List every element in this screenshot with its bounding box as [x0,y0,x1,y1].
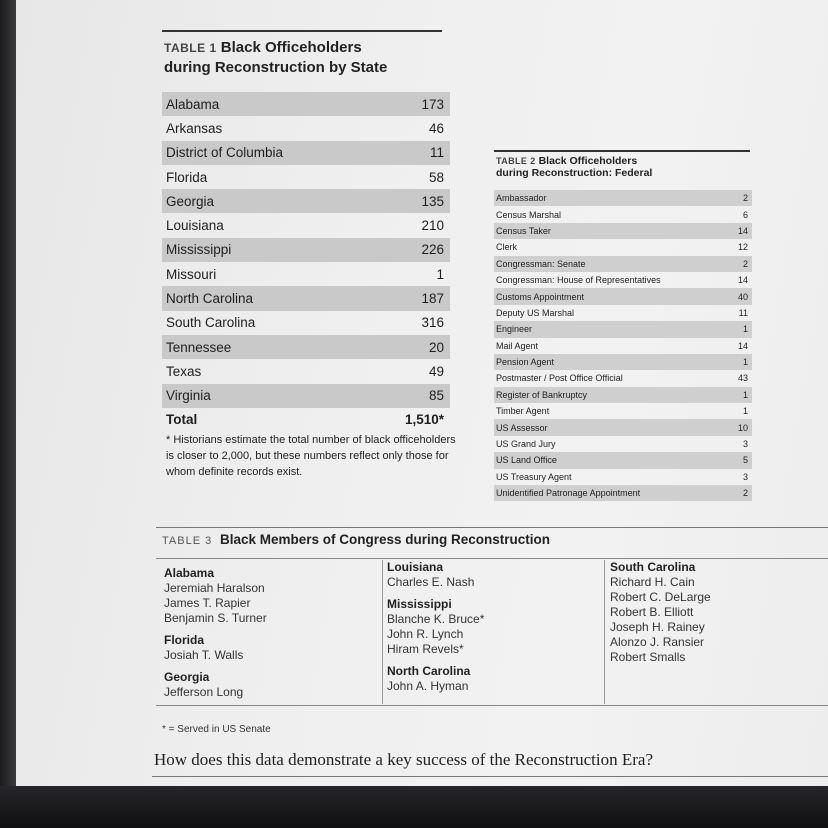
state-group [164,633,374,663]
office-count: 43 [737,373,748,384]
state-name: North Carolina [166,291,254,307]
table-row [494,370,752,386]
office-count: 12 [737,242,748,253]
state-name: Louisiana [166,218,224,234]
congress-member: Alonzo J. Ransier [610,635,705,649]
table-row [494,436,752,452]
state-name: Virginia [166,388,211,404]
office-count: 14 [737,225,748,236]
table-row [494,256,752,272]
congress-state: South Carolina [610,560,696,574]
table-row [162,165,450,189]
table-row [494,288,752,304]
office-name: Postmaster / Post Office Official [496,373,623,384]
office-count: 1 [742,389,748,400]
office-name: Unidentified Patronage Appointment [496,488,641,499]
congress-state: North Carolina [387,664,471,678]
officeholder-count: 316 [421,315,444,331]
office-count: 11 [738,307,748,318]
table-row [494,305,752,321]
state-group [387,560,597,590]
state-group [387,664,597,694]
table-row [162,286,450,310]
table1-title [164,38,454,78]
table-row [162,189,450,213]
table-row [494,354,752,370]
congress-state: Louisiana [387,560,444,574]
table-row [162,311,450,335]
congress-member: Robert C. DeLarge [610,590,711,604]
congress-member: Charles E. Nash [387,575,475,589]
congress-member: Hiram Revels* [387,642,464,656]
table-row [494,223,752,239]
congress-member: Blanche K. Bruce* [387,612,485,626]
table3-column-2 [387,560,597,701]
table-row [162,359,450,383]
office-name: Clerk [496,242,518,253]
office-count: 1 [742,406,748,417]
office-count: 40 [737,291,748,302]
officeholder-count: 226 [421,242,444,258]
congress-member: Josiah T. Walls [164,648,244,662]
congress-member: James T. Rapier [164,596,251,610]
table-row [494,190,752,206]
table1-note-line3: whom definite records exist. [166,466,303,478]
table1-note-line1: * Historians estimate the total number of black officeholders [166,434,456,446]
state-name: Tennessee [166,339,232,355]
table-row [162,335,450,359]
table-row [162,213,450,237]
senate-footnote: * = Served in US Senate [162,724,271,735]
office-count: 14 [737,340,748,351]
officeholder-count: 187 [421,291,444,307]
officeholder-count: 173 [421,96,444,112]
table2-tag: TABLE 2 [496,156,536,166]
table-row [494,387,752,403]
officeholder-count: 11 [429,145,444,161]
table-row [494,338,752,354]
total-value: 1,510* [404,412,444,428]
office-name: US Grand Jury [496,439,556,450]
office-name: Pension Agent [496,357,555,368]
table-row [162,116,450,140]
office-count: 14 [737,275,748,286]
congress-member: Jeremiah Haralson [164,581,265,595]
state-name: Alabama [166,96,220,112]
office-name: Deputy US Marshal [496,307,575,318]
congress-member: Jefferson Long [164,685,244,699]
office-count: 3 [742,471,748,482]
state-name: District of Columbia [166,145,284,161]
officeholder-count: 1 [436,266,444,282]
table3-title [162,532,802,547]
table1-state-table [162,92,450,432]
state-group [164,670,374,700]
officeholder-count: 85 [428,388,444,404]
table-row [162,141,450,165]
table2-federal-table [494,190,752,501]
table2-title [496,155,746,179]
table3-column-3 [610,560,820,672]
officeholder-count: 49 [428,363,444,379]
congress-state: Georgia [164,670,210,684]
state-name: Missouri [166,266,217,282]
table2-title-line1: Black Officeholders [538,155,638,167]
office-name: Congressman: House of Representatives [496,275,661,286]
table2-top-rule [494,150,750,152]
officeholder-count: 210 [421,218,444,234]
office-count: 1 [742,324,748,335]
office-name: US Treasury Agent [496,471,572,482]
office-name: Mail Agent [496,340,539,351]
table3-title-text: Black Members of Congress during Reconstruction [219,532,551,547]
office-name: Ambassador [496,193,547,204]
congress-state: Mississippi [387,597,452,611]
congress-member: Richard H. Cain [610,575,695,589]
answer-line [152,776,828,777]
office-name: Census Marshal [496,209,562,220]
officeholder-count: 20 [428,339,444,355]
officeholder-count: 135 [421,193,444,209]
table-row [494,403,752,419]
office-count: 1 [742,357,748,368]
state-name: Texas [166,363,202,379]
office-count: 2 [742,258,748,269]
table3-divider [604,560,605,704]
table-row [494,469,752,485]
table1-note [166,432,456,480]
table3-top-rule [156,527,828,528]
office-count: 3 [742,439,748,450]
table-row [162,262,450,286]
congress-member: Joseph H. Rainey [610,620,705,634]
officeholder-count: 46 [428,120,444,136]
congress-state: Florida [164,633,205,647]
table-row [494,485,752,501]
table-row [162,384,450,408]
table1-note-line2: is closer to 2,000, but these numbers reflect only those for [166,450,449,462]
state-name: Georgia [166,193,215,209]
table3-tag: TABLE 3 [162,535,213,547]
table1-title-line1: Black Officeholders [220,39,362,56]
office-name: US Assessor [496,422,548,433]
state-name: South Carolina [166,315,256,331]
table1-total-row [162,408,450,432]
congress-member: Robert Smalls [610,650,686,664]
table-row [494,321,752,337]
table-row [494,419,752,435]
total-label: Total [166,412,198,428]
table1-top-rule [162,30,442,32]
state-group [387,597,597,657]
table-row [162,238,450,262]
state-name: Mississippi [166,242,232,258]
monitor-bezel-bottom [0,786,828,828]
table1-tag: TABLE 1 [164,41,217,55]
table2-title-line2: during Reconstruction: Federal [496,167,653,179]
office-count: 2 [742,193,748,204]
office-name: US Land Office [496,455,557,466]
officeholder-count: 58 [428,169,444,185]
state-name: Florida [166,169,208,185]
monitor-bezel-left [0,0,16,790]
state-name: Arkansas [166,120,223,136]
office-name: Engineer [496,324,533,335]
office-name: Register of Bankruptcy [496,389,588,400]
state-group [610,560,820,665]
congress-member: John A. Hyman [387,679,469,693]
table3-divider [382,560,383,704]
office-count: 10 [737,422,748,433]
office-count: 6 [742,209,748,220]
document-screen [16,0,828,788]
office-name: Congressman: Senate [496,258,586,269]
table-row [494,206,752,222]
table-row [494,272,752,288]
state-group [164,566,374,626]
table-row [494,239,752,255]
table-row [162,92,450,116]
congress-member: Robert B. Elliott [610,605,694,619]
table1-title-line2: during Reconstruction by State [164,59,388,76]
question-text: How does this data demonstrate a key success of the Reconstruction Era? [154,750,653,769]
table-row [494,452,752,468]
office-count: 2 [742,488,748,499]
office-name: Timber Agent [496,406,550,417]
office-name: Customs Appointment [496,291,585,302]
office-name: Census Taker [496,225,551,236]
congress-member: Benjamin S. Turner [164,611,267,625]
table3-column-1 [164,566,374,707]
congress-member: John R. Lynch [387,627,464,641]
office-count: 5 [742,455,748,466]
congress-state: Alabama [164,566,215,580]
